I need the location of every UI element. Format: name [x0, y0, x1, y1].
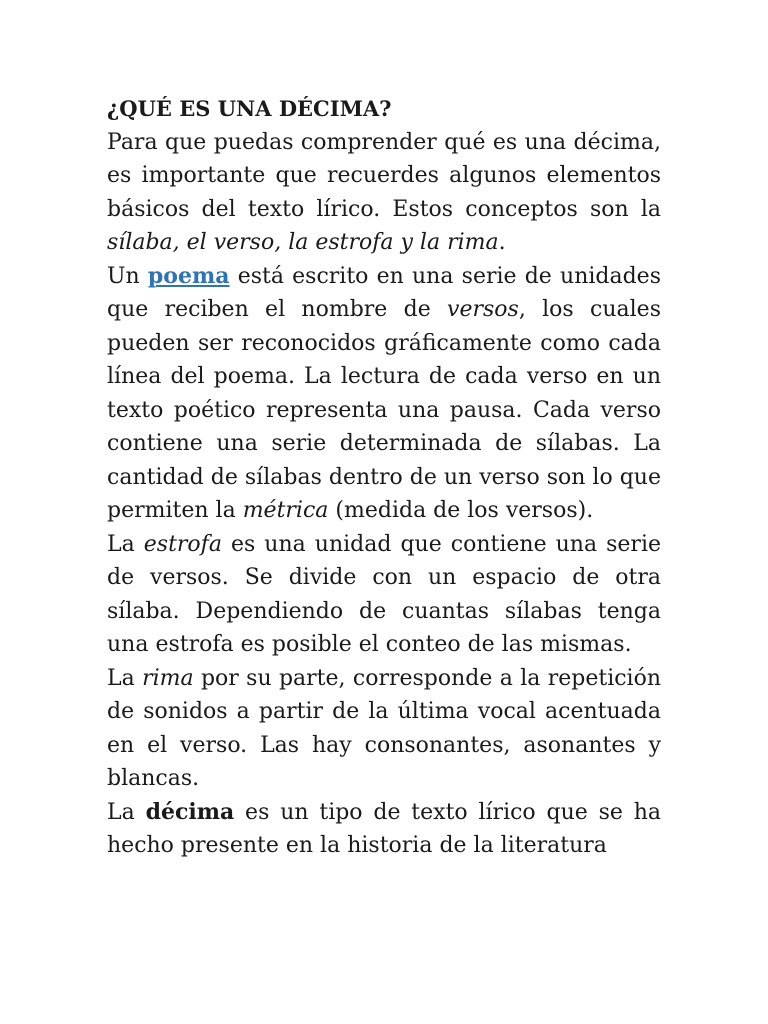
paragraph-text: Para que puedas comprender qué es una décima, es importante que recuerdes algunos elementos básicos del texto lírico. Estos conceptos son la	[107, 129, 661, 222]
paragraph-text: La	[107, 799, 146, 825]
paragraph-text: Un	[107, 263, 148, 289]
emphasis-rima: rima	[142, 665, 194, 691]
emphasis-metrica: métrica	[242, 498, 329, 523]
emphasis-concepts: sílaba, el verso, la estrofa y la rima	[107, 230, 499, 255]
paragraph-text: por su parte, corresponde a la repetición de sonidos a partir de la última vocal acentuada en el verso. Las hay consonantes, asonantes y blancas.	[107, 665, 662, 791]
paragraph-text: La	[107, 665, 143, 691]
emphasis-estrofa: estrofa	[143, 531, 222, 557]
paragraph-decima	[107, 796, 661, 863]
paragraph-intro	[107, 126, 661, 260]
page-title: ¿QUÉ ES UNA DÉCIMA?	[107, 96, 392, 121]
paragraph-rima	[107, 662, 661, 796]
document-page	[107, 92, 661, 863]
emphasis-versos: versos	[447, 297, 519, 322]
paragraph-text: es un tipo de texto lírico que se ha hecho presente en la historia de la literatura	[107, 799, 662, 858]
paragraph-text: es una unidad que contiene una serie de versos. Se divide con un espacio de otra sílaba. Dependiendo de cuantas sílabas tenga una estrofa es posible el conteo de las mismas.	[107, 531, 661, 657]
poema-link[interactable]: poema	[147, 262, 230, 289]
paragraph-text: (medida de los versos).	[328, 498, 594, 523]
paragraph-text: La	[107, 531, 144, 557]
strong-decima: décima	[145, 798, 235, 825]
paragraph-text: , los cuales pueden ser reconocidos gráficamente como cada línea del poema. La lectura de cada verso en un texto poético representa una pausa. Cada verso contiene una serie determinada de sílabas. La cantidad de sílabas dentro de un verso son lo que permiten la	[107, 297, 661, 523]
paragraph-text: .	[498, 230, 506, 255]
paragraph-text: está escrito en una serie de unidades que reciben el nombre de	[107, 263, 661, 322]
paragraph-poema	[107, 260, 661, 528]
paragraph-estrofa	[107, 528, 661, 662]
